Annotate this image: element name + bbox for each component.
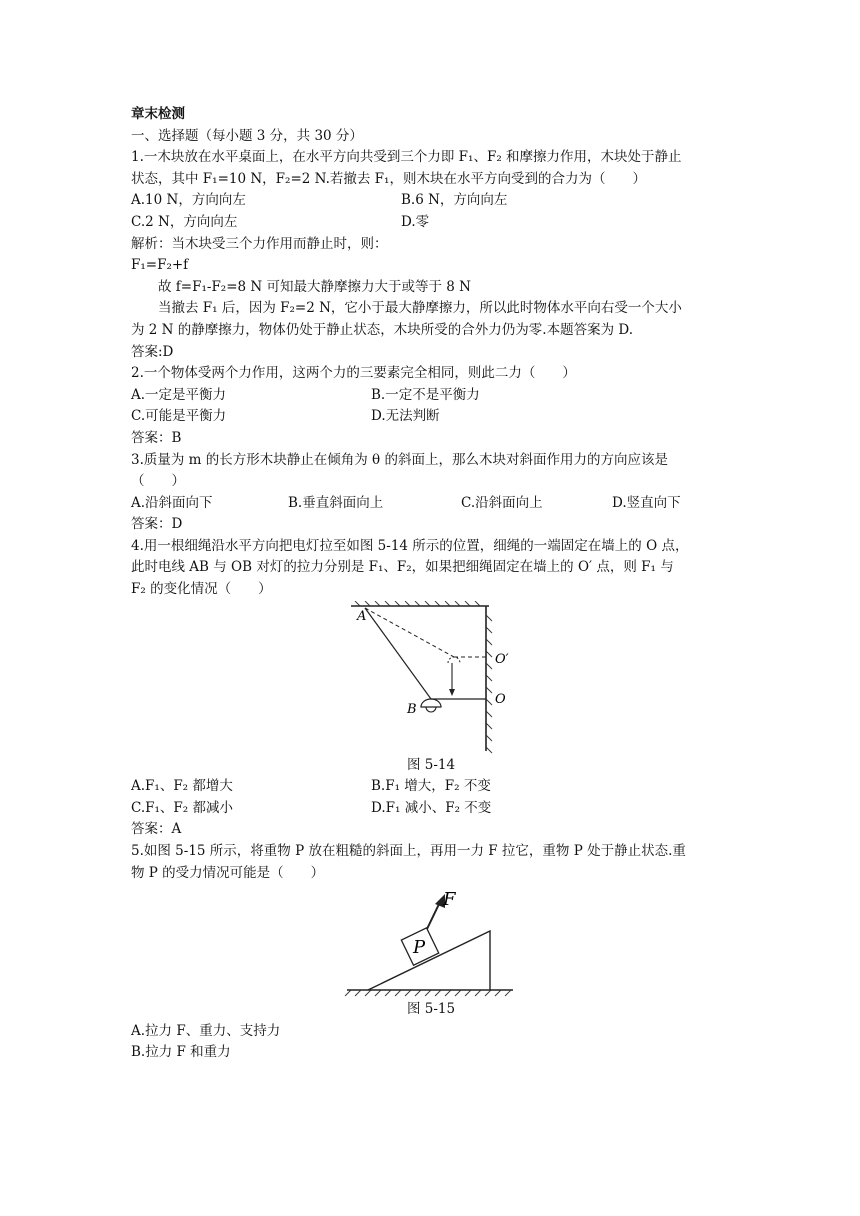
wire-ab — [365, 608, 431, 699]
dashed-wire-a — [365, 608, 454, 657]
label-o-prime: O′ — [495, 651, 509, 667]
q4-options-row2 — [131, 798, 731, 820]
label-f: F — [443, 889, 456, 911]
figure-5-15-caption: 图 5-15 — [406, 1001, 456, 1018]
q3-option-d: D.竖直向下 — [612, 494, 681, 511]
q2-answer: 答案：B — [131, 429, 182, 446]
label-a: A — [357, 608, 367, 624]
q4-option-d: D.F₁ 减小、F₂ 不变 — [371, 799, 492, 816]
q2-options-row2 — [131, 406, 731, 428]
page-title: 章末检测 — [131, 106, 185, 122]
q1-analysis-intro: 解析：当木块受三个力作用而静止时，则： — [131, 235, 388, 252]
q1-stem-line1: 1.一木块放在水平桌面上，在水平方向共受到三个力即 F₁、F₂ 和摩擦力作用，木块处于静止 — [131, 149, 682, 166]
q3-option-a: A.沿斜面向下 — [131, 494, 213, 511]
q1-options-row2 — [131, 212, 731, 234]
q4-stem-line2: 此时电线 AB 与 OB 对灯的拉力分别是 F₁、F₂，如果把细绳固定在墙上的 O′ 点，则 F₁ 与 — [131, 559, 674, 576]
q3-options-row — [131, 493, 731, 515]
q5-stem-line1: 5.如图 5-15 所示，将重物 P 放在粗糙的斜面上，再用一力 F 拉它，重物 P 处于静止状态.重 — [131, 843, 686, 860]
force-arrow-line — [427, 902, 440, 929]
figure-5-15 — [131, 884, 731, 999]
wall-hatch — [486, 615, 492, 753]
q1-equation-1: F₁=F₂+f — [131, 257, 189, 274]
lamp-icon — [421, 699, 441, 707]
q2-option-b: B.一定不是平衡力 — [371, 386, 480, 403]
q3-stem-line1: 3.质量为 m 的长方形木块静止在倾角为 θ 的斜面上，那么木块对斜面作用力的方向应该是 — [131, 451, 668, 468]
q5-option-a: A.拉力 F、重力、支持力 — [131, 1022, 281, 1039]
lamp-bulb-icon — [426, 707, 436, 712]
q1-answer: 答案:D — [131, 343, 174, 360]
q4-option-a: A.F₁、F₂ 都增大 — [131, 778, 233, 795]
q4-option-c: C.F₁、F₂ 都减小 — [131, 799, 233, 816]
q3-answer: 答案：D — [131, 516, 183, 533]
q1-option-a: A.10 N，方向向左 — [131, 192, 246, 209]
q2-option-d: D.无法判断 — [371, 408, 440, 425]
lamp-diagram — [131, 601, 731, 755]
q1-option-b: B.6 N，方向向左 — [401, 192, 508, 209]
q4-answer: 答案：A — [131, 821, 182, 838]
q3-option-c: C.沿斜面向上 — [461, 494, 543, 511]
ground-hatch — [345, 990, 511, 996]
dashed-lamp-icon — [448, 657, 460, 663]
q1-explanation-2: 为 2 N 的静摩擦力，物体仍处于静止状态，木块所受的合外力仍为零.本题答案为 D. — [131, 321, 633, 338]
document-page — [131, 104, 731, 1064]
q3-option-b: B.垂直斜面向上 — [288, 494, 384, 511]
q1-option-d: D.零 — [401, 213, 430, 230]
figure-5-14 — [131, 601, 731, 755]
incline-diagram — [131, 884, 731, 999]
q5-stem-line2: 物 P 的受力情况可能是（ ） — [131, 864, 325, 881]
q5-option-b: B.拉力 F 和重力 — [131, 1044, 231, 1061]
q1-equation-2: 故 f=F₁-F₂=8 N 可知最大静摩擦力大于或等于 8 N — [158, 278, 471, 295]
q4-stem-line1: 4.用一根细绳沿水平方向把电灯拉至如图 5-14 所示的位置，细绳的一端固定在墙上的 O 点， — [131, 537, 689, 554]
q1-option-c: C.2 N，方向向左 — [131, 213, 238, 230]
q1-options-row1 — [131, 190, 731, 212]
label-o: O — [495, 691, 506, 707]
q2-option-c: C.可能是平衡力 — [131, 408, 227, 425]
q2-options-row1 — [131, 385, 731, 407]
label-b: B — [407, 701, 417, 717]
q4-option-b: B.F₁ 增大，F₂ 不变 — [371, 778, 491, 795]
q3-stem-line2: （ ） — [131, 473, 185, 490]
q1-stem-line2: 状态，其中 F₁=10 N，F₂=2 N.若撤去 F₁，则木块在水平方向受到的合力为（ ） — [131, 170, 646, 187]
section-heading: 一、选择题（每小题 3 分，共 30 分） — [131, 127, 363, 144]
q4-stem-line3: F₂ 的变化情况（ ） — [131, 581, 272, 598]
figure-5-14-caption: 图 5-14 — [406, 756, 456, 773]
label-p: P — [413, 937, 426, 959]
q2-option-a: A.一定是平衡力 — [131, 386, 227, 403]
q4-options-row1 — [131, 776, 731, 798]
q2-stem: 2.一个物体受两个力作用，这两个力的三要素完全相同，则此二力（ ） — [131, 365, 576, 382]
movement-arrow-head — [449, 689, 455, 696]
q1-explanation-1: 当撤去 F₁ 后，因为 F₂=2 N，它小于最大静摩擦力，所以此时物体水平向右受一个大小 — [158, 300, 682, 317]
